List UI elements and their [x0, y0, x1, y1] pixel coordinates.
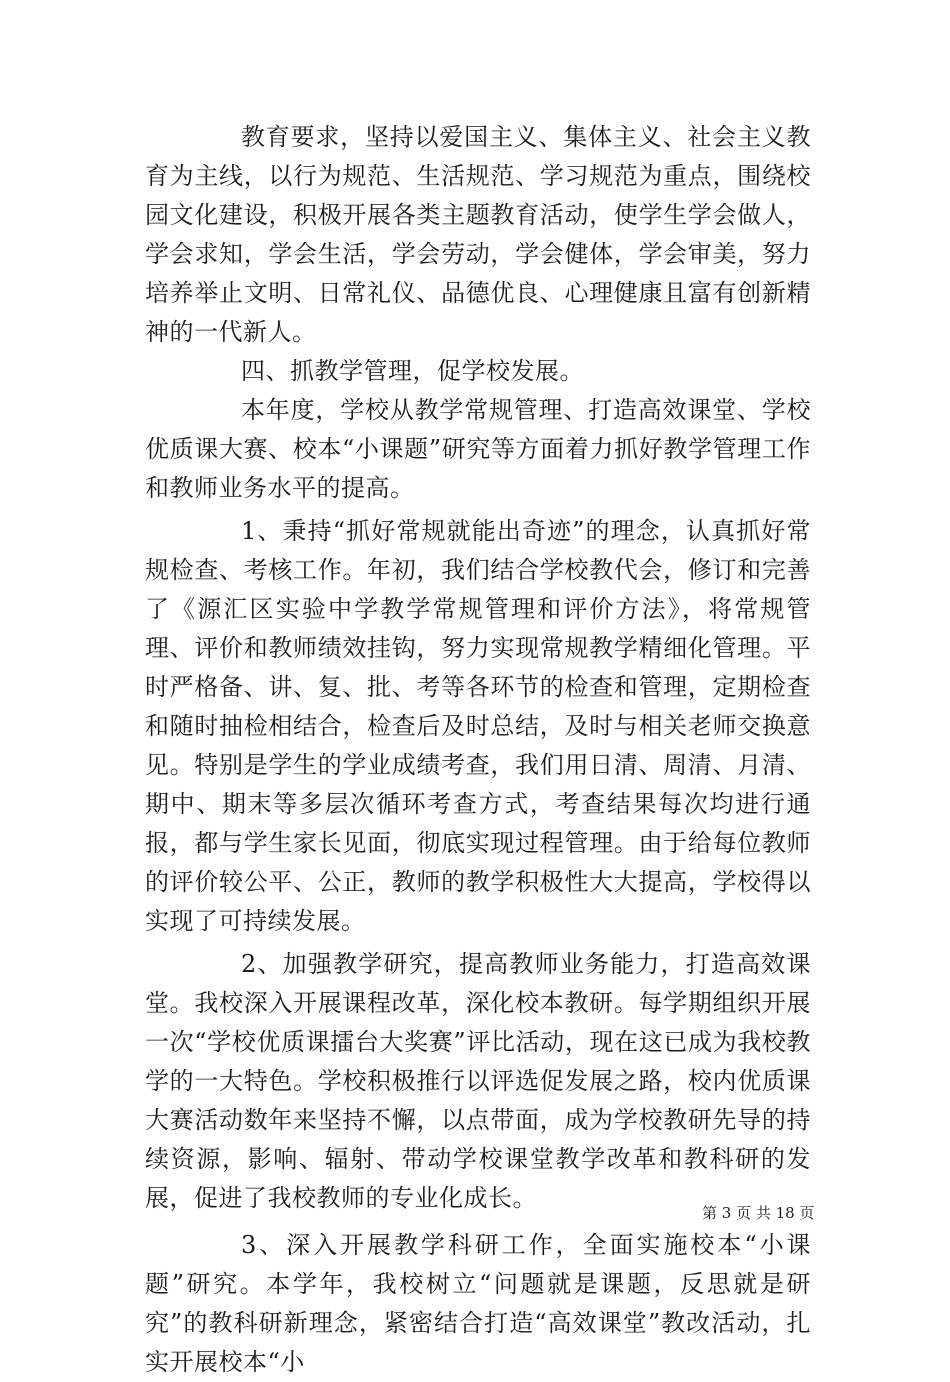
page-number: 第 3 页 共 18 页 [702, 1204, 815, 1222]
paragraph-teaching-research: 2、加强教学研究，提高教师业务能力，打造高效课堂。我校深入开展课程改革，深化校本教研。每学期组织开展一次“学校优质课擂台大奖赛”评比活动，现在这已成为我校教学的一大特色。学校积极推行以评选促发展之路，校内优质课大赛活动数年来坚持不懈，以点带面，成为学校教研先导的持续资源，影响、辐射、带动学校课堂教学改革和教科研的发展，促进了我校教师的专业化成长。 [145, 950, 811, 1212]
section-heading-teaching-management: 四、抓教学管理，促学校发展。 [241, 357, 584, 385]
paragraph-research-projects: 3、深入开展教学科研工作，全面实施校本“小课题”研究。本学年，我校树立“问题就是课题，反思就是研究”的教科研新理念，紧密结合打造“高效课堂”教改活动，扎实开展校本“小 [145, 1231, 811, 1376]
document-body [145, 118, 811, 1382]
paragraph-moral-education: 教育要求，坚持以爱国主义、集体主义、社会主义教育为主线，以行为规范、生活规范、学习规范为重点，围绕校园文化建设，积极开展各类主题教育活动，使学生学会做人，学会求知，学会生活，学会劳动，学会健体，学会审美，努力培养举止文明、日常礼仪、品德优良、心理健康且富有创新精神的一代新人。 [145, 123, 811, 346]
paragraph-routine-management: 1、秉持“抓好常规就能出奇迹”的理念，认真抓好常规检查、考核工作。年初，我们结合学校教代会，修订和完善了《源汇区实验中学教学常规管理和评价方法》，将常规管理、评价和教师绩效挂钩，努力实现常规教学精细化管理。平时严格备、讲、复、批、考等各环节的检查和管理，定期检查和随时抽检相结合，检查后及时总结，及时与相关老师交换意见。特别是学生的学业成绩考查，我们用日清、周清、月清、期中、期末等多层次循环考查方式，考查结果每次均进行通报，都与学生家长见面，彻底实现过程管理。由于给每位教师的评价较公平、公正，教师的教学积极性大大提高，学校得以实现了可持续发展。 [145, 517, 811, 935]
paragraph-annual-overview: 本年度，学校从教学常规管理、打造高效课堂、学校优质课大赛、校本“小课题”研究等方面着力抓好教学管理工作和教师业务水平的提高。 [145, 396, 811, 502]
